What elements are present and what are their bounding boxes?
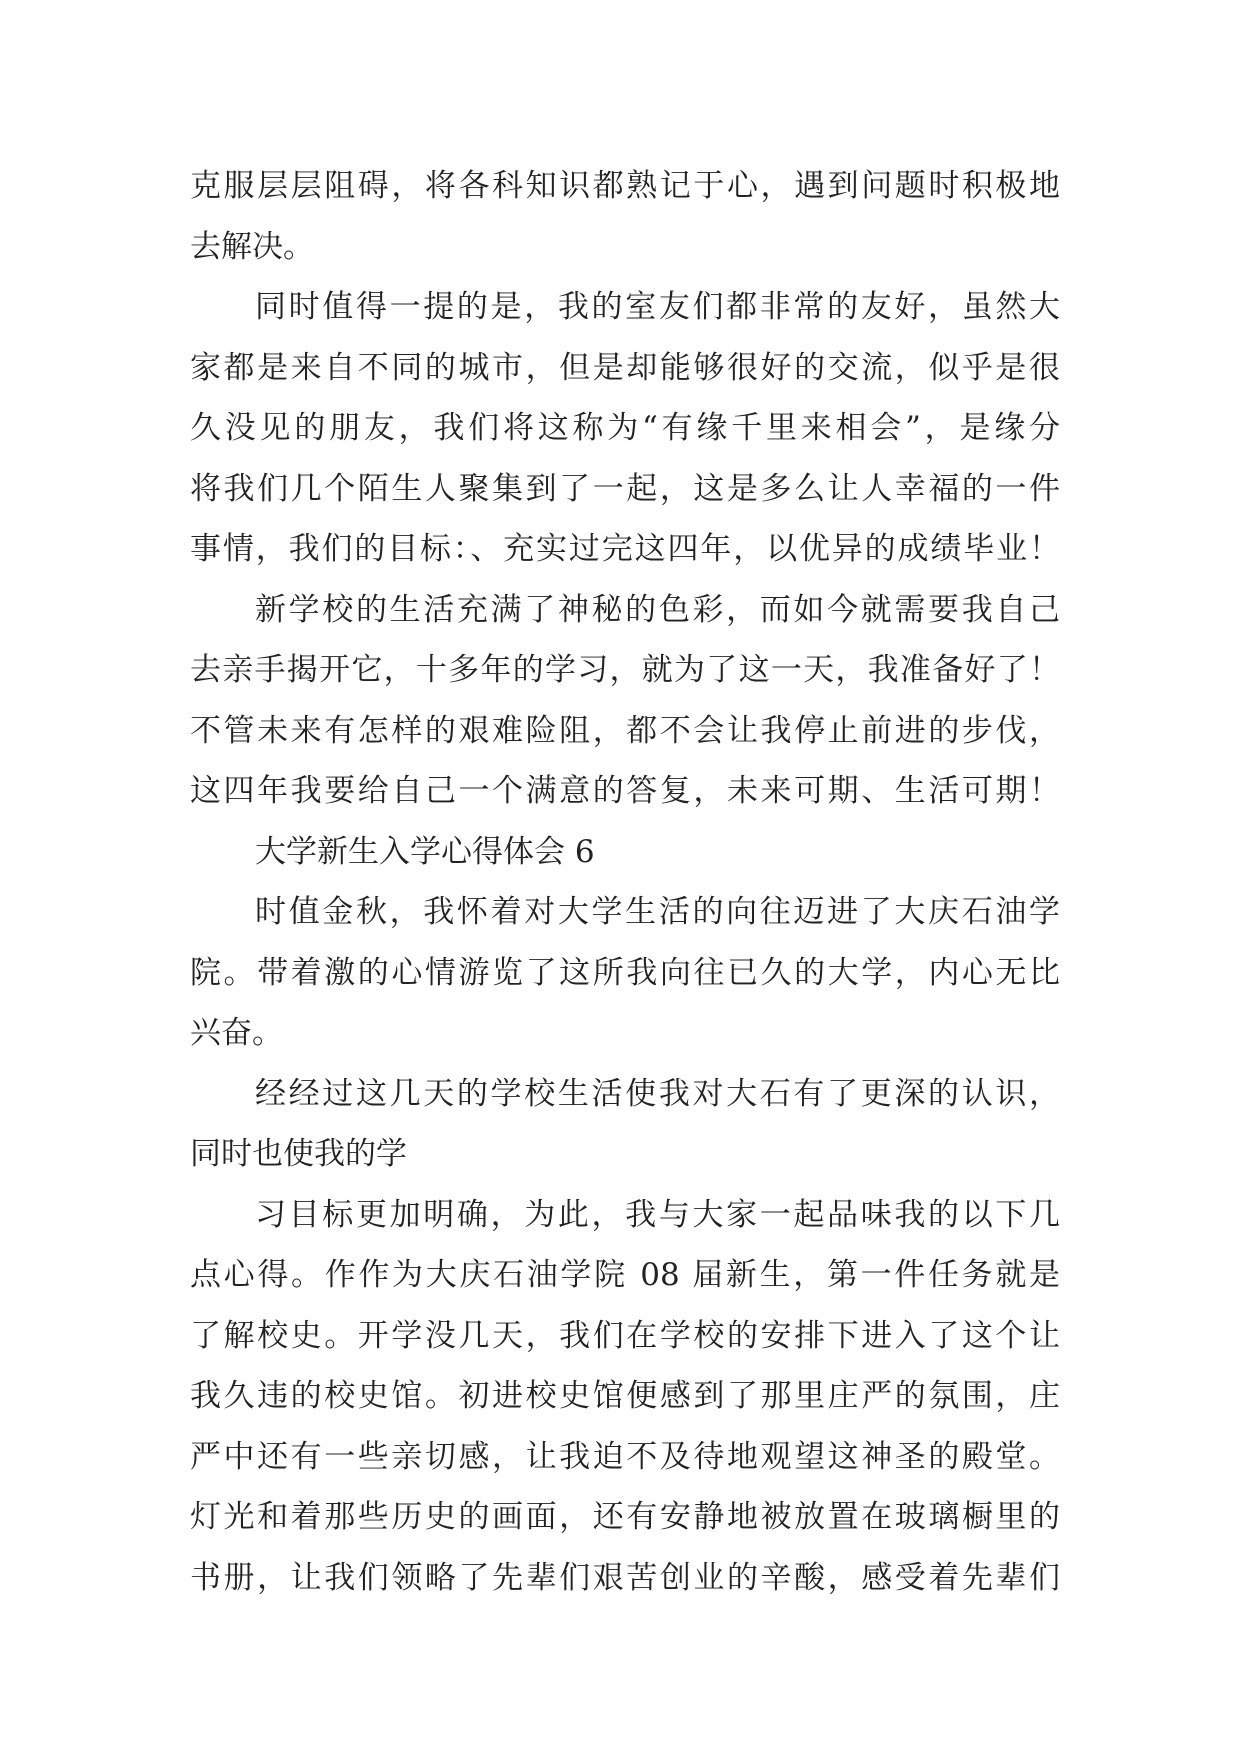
text-line: 这四年我要给自己一个满意的答复，未来可期、生活可期！ bbox=[190, 773, 1060, 809]
text-line: 将我们几个陌生人聚集到了一起，这是多么让人幸福的一件 bbox=[190, 470, 1060, 507]
text-line: 书册，让我们领略了先辈们艰苦创业的辛酸，感受着先辈们 bbox=[190, 1559, 1060, 1596]
text-line: 久没见的朋友，我们将这称为“有缘千里来相会”，是缘分 bbox=[190, 410, 1060, 446]
text-line: 不管未来有怎样的艰难险阻，都不会让我停止前进的步伐， bbox=[190, 712, 1060, 749]
text-line: 我久违的校史馆。初进校史馆便感到了那里庄严的氛围，庄 bbox=[190, 1378, 1060, 1414]
section-heading: 大学新生入学心得体会 6 bbox=[255, 833, 595, 870]
text-line: 去解决。 bbox=[190, 228, 314, 265]
text-line: 同时值得一提的是，我的室友们都非常的友好，虽然大 bbox=[255, 289, 1060, 325]
text-line: 新学校的生活充满了神秘的色彩，而如今就需要我自己 bbox=[255, 591, 1060, 628]
text-line: 经经过这几天的学校生活使我对大石有了更深的认识， bbox=[255, 1075, 1060, 1112]
text-line: 灯光和着那些历史的画面，还有安静地被放置在玻璃橱里的 bbox=[190, 1499, 1060, 1535]
text-line: 了解校史。开学没几天，我们在学校的安排下进入了这个让 bbox=[190, 1317, 1060, 1354]
text-line: 兴奋。 bbox=[190, 1015, 283, 1051]
text-line: 事情，我们的目标：、充实过完这四年，以优异的成绩毕业！ bbox=[190, 531, 1060, 567]
text-line: 克服层层阻碍，将各科知识都熟记于心，遇到问题时积极地 bbox=[190, 168, 1060, 204]
text-line: 点心得。作作为大庆石油学院 08 届新生，第一件任务就是 bbox=[190, 1257, 1060, 1293]
text-line: 习目标更加明确，为此，我与大家一起品味我的以下几 bbox=[255, 1196, 1060, 1233]
text-line: 家都是来自不同的城市，但是却能够很好的交流，似乎是很 bbox=[190, 349, 1060, 386]
text-line: 严中还有一些亲切感，让我迫不及待地观望这神圣的殿堂。 bbox=[190, 1438, 1060, 1475]
text-line: 时值金秋，我怀着对大学生活的向往迈进了大庆石油学 bbox=[255, 894, 1060, 930]
text-line: 同时也使我的学 bbox=[190, 1136, 407, 1172]
document-body bbox=[190, 156, 1060, 1608]
text-line: 去亲手揭开它，十多年的学习，就为了这一天，我准备好了！ bbox=[190, 652, 1060, 688]
text-line: 院。带着激的心情游览了这所我向往已久的大学，内心无比 bbox=[190, 954, 1060, 991]
